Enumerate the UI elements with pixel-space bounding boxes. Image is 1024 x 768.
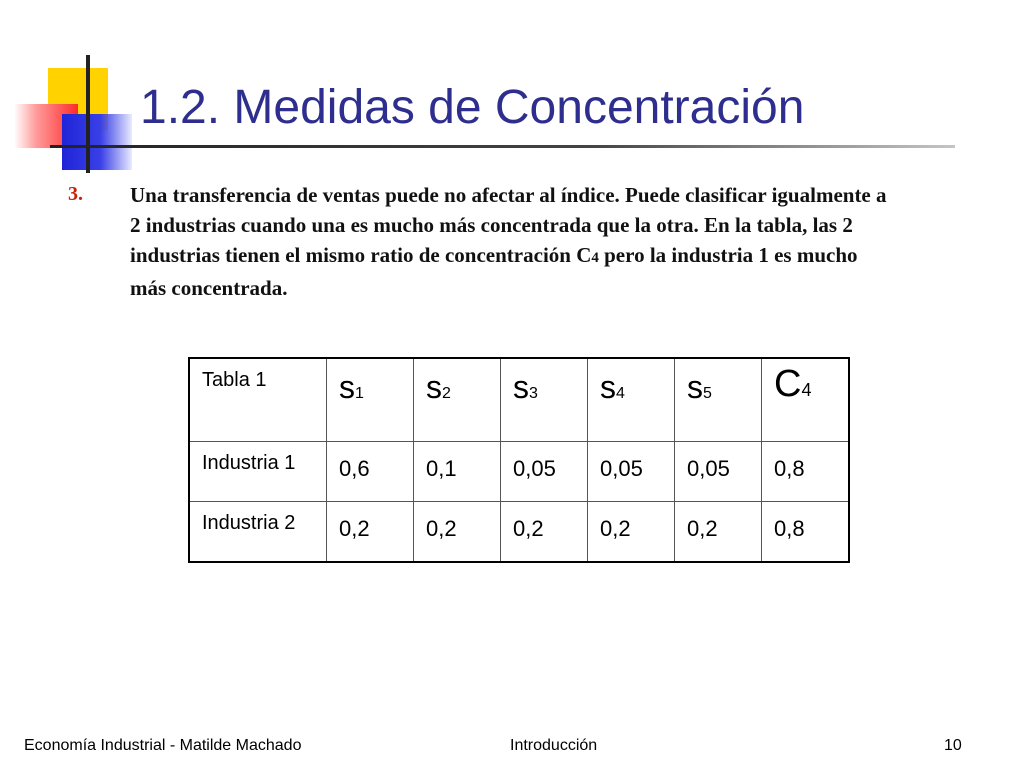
table-cell: 0,1 [414,442,501,502]
table-row [189,502,849,563]
list-item-text-part-b: pero la industria 1 es mucho más concentrada. [130,243,858,300]
table-cell: 0,2 [501,502,588,563]
table-cell: 0,2 [588,502,675,563]
table-corner-cell: Tabla 1 [189,358,327,442]
list-item-text-part-a: Una transferencia de ventas puede no afectar al índice. Puede clasificar igualmente a 2 industrias cuando una es mucho más concentrada que la otra. En la tabla, las 2 industrias tienen el mismo ratio de concentración C [130,183,887,267]
header-s3: s3 [501,358,588,442]
list-item-text-subscript: 4 [591,250,599,266]
footer-page-number: 10 [944,737,962,754]
row-label: Industria 2 [189,502,327,563]
footer-section: Introducción [510,737,598,754]
blue-square-decoration [62,114,132,170]
slide-title: 1.2. Medidas de Concentración [140,81,805,134]
table-cell: 0,2 [675,502,762,563]
table-row [189,442,849,502]
list-item-text [130,180,890,303]
vertical-line-decoration [86,55,90,173]
table-cell: 0,2 [414,502,501,563]
header-s2: s2 [414,358,501,442]
list-item-number: 3. [68,183,83,205]
table-cell: 0,05 [675,442,762,502]
header-s1: s1 [327,358,414,442]
table-cell: 0,2 [327,502,414,563]
table-cell: 0,05 [501,442,588,502]
header-s5: s5 [675,358,762,442]
concentration-table [188,357,850,563]
table-cell: 0,05 [588,442,675,502]
title-underline [50,145,955,148]
table-cell: 0,8 [762,502,850,563]
table-header-row [189,358,849,442]
title-decoration [0,0,150,175]
table-cell: 0,8 [762,442,850,502]
row-label: Industria 1 [189,442,327,502]
table-cell: 0,6 [327,442,414,502]
header-s4: s4 [588,358,675,442]
footer-course: Economía Industrial - Matilde Machado [24,737,302,754]
header-c4: C4 [762,358,850,442]
